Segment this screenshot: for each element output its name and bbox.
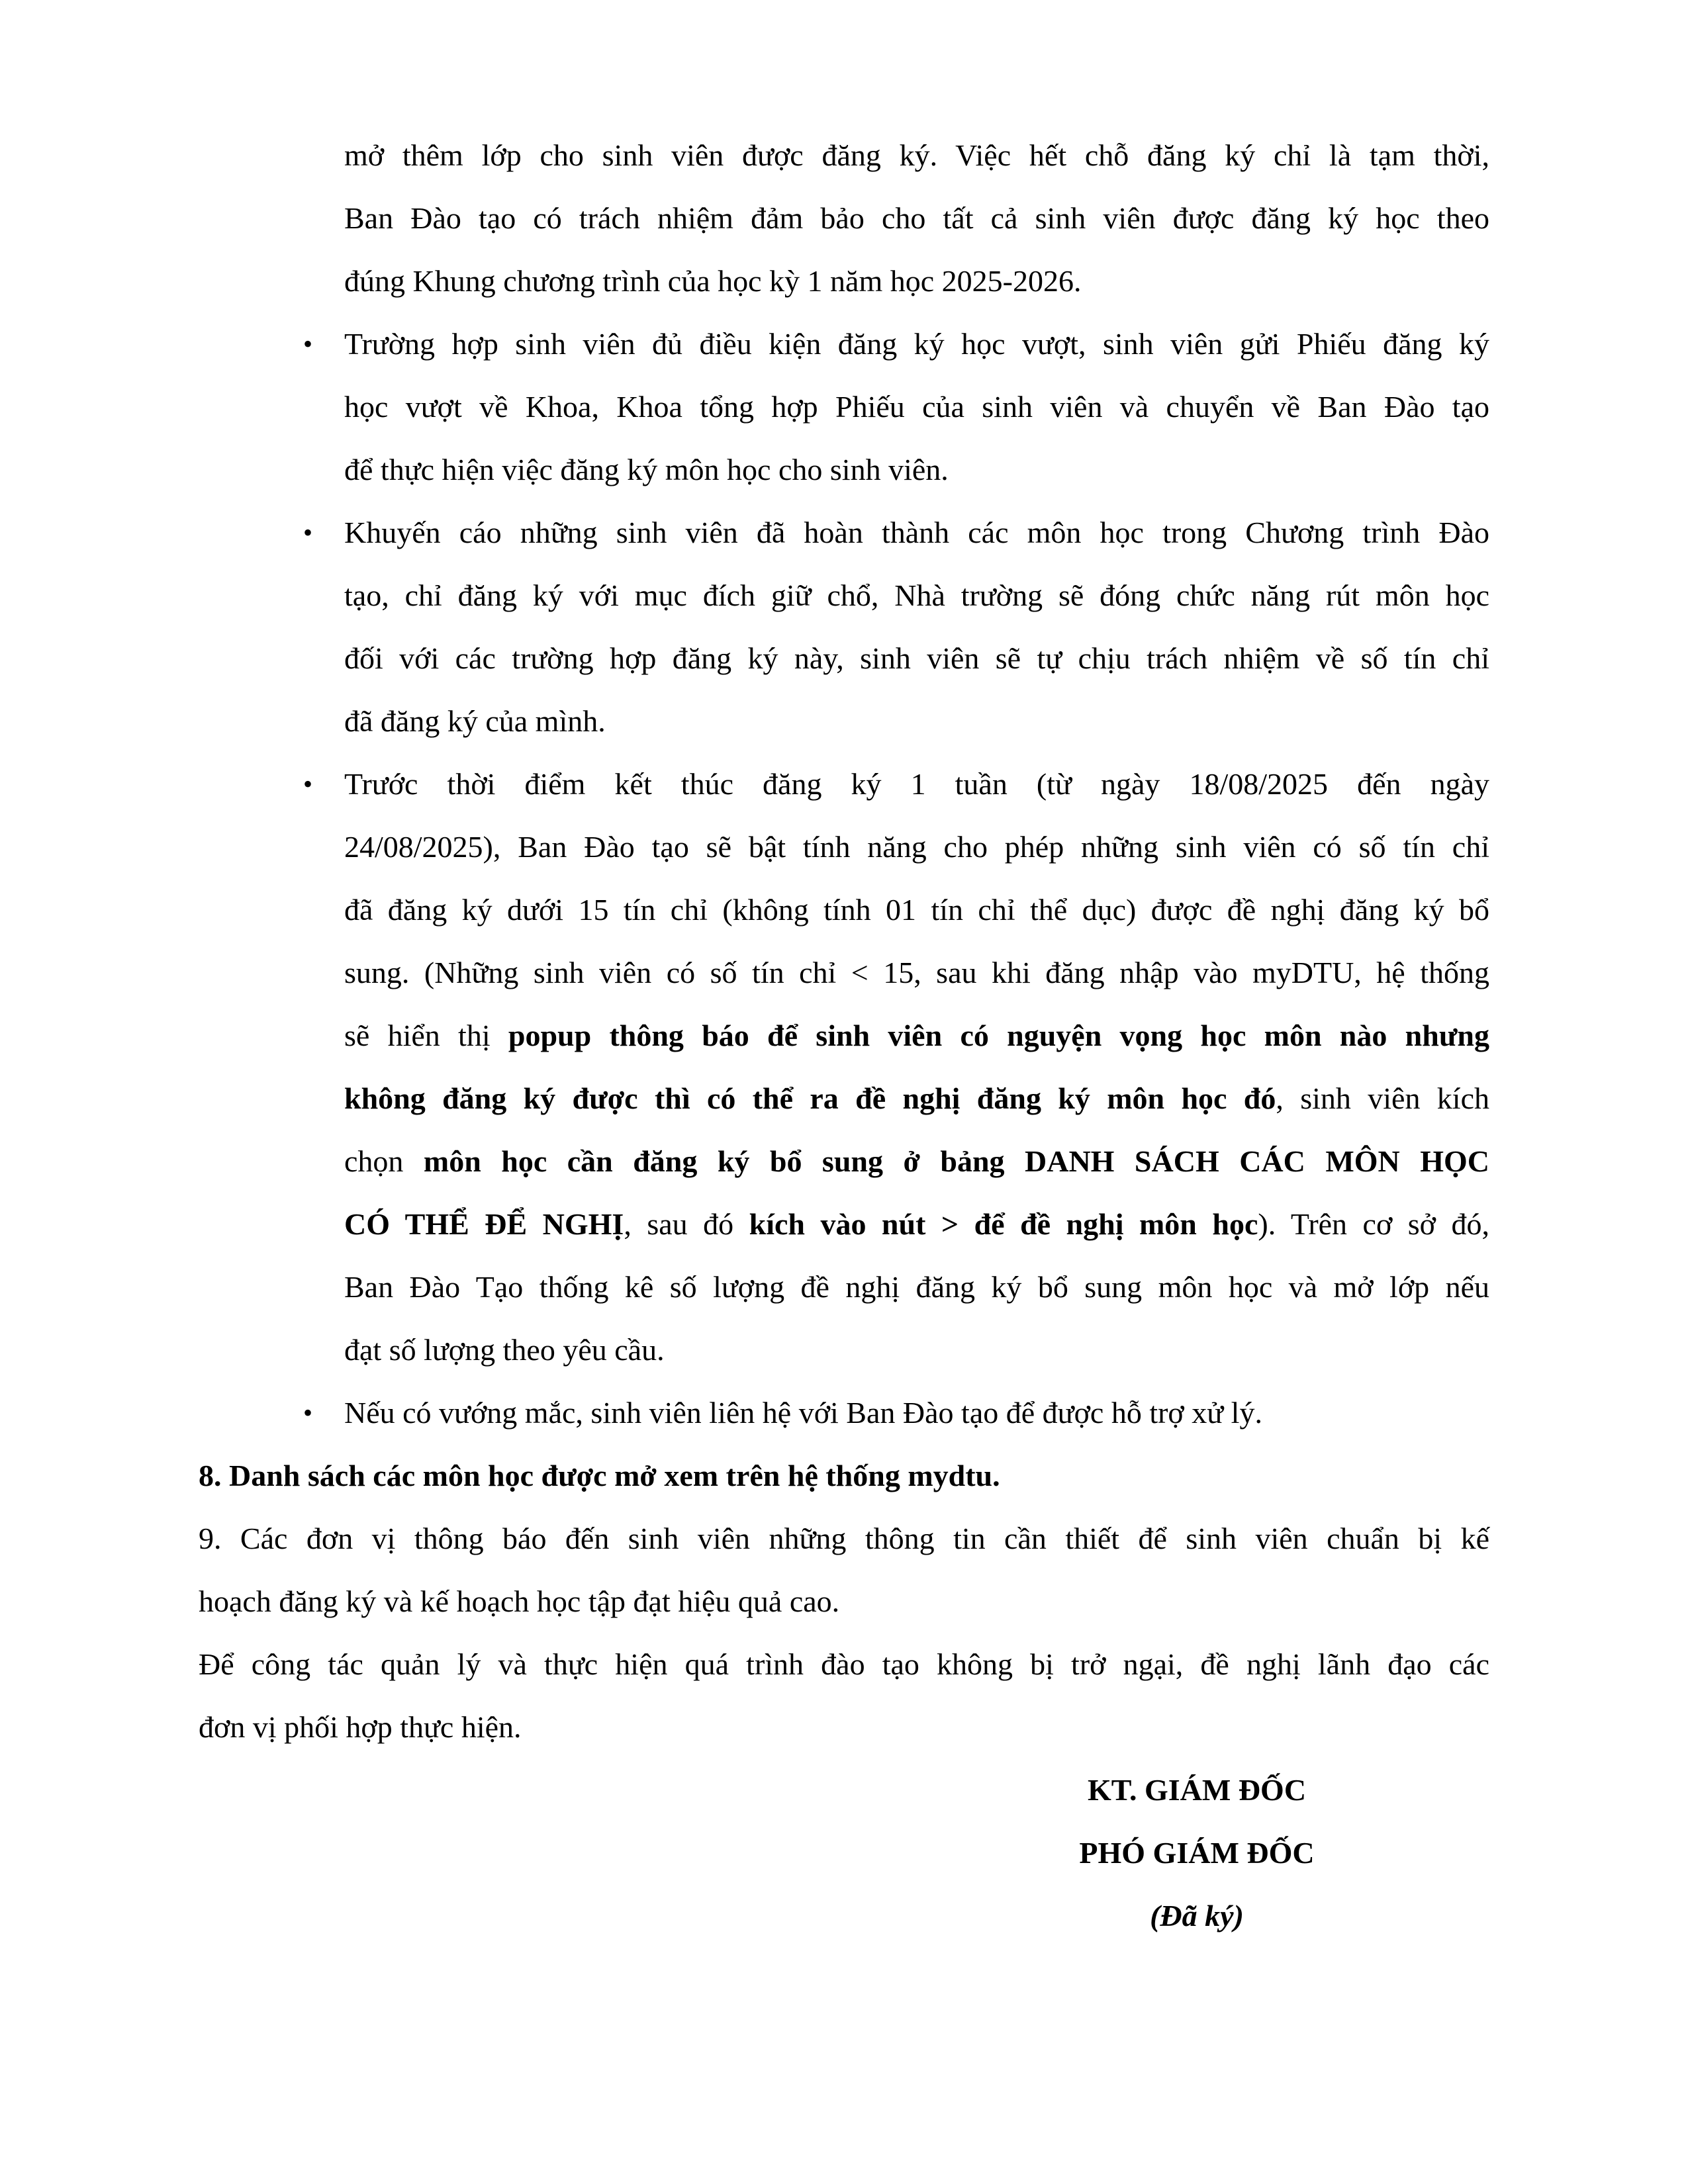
- paragraph: [344, 124, 1489, 312]
- document-line: [344, 815, 1489, 878]
- document-line: [199, 1570, 1489, 1633]
- bold-text-segment: môn học cần đăng ký bổ sung ở bảng DANH SÁCH CÁC MÔN HỌC: [423, 1144, 1489, 1178]
- paragraph: [199, 1507, 1489, 1633]
- text-segment: đúng Khung chương trình của học kỳ 1 năm học 2025-2026.: [344, 264, 1082, 298]
- bold-text-segment: không đăng ký được thì có thể ra đề nghị đăng ký môn học đó: [344, 1081, 1276, 1115]
- document-line: [344, 250, 1489, 312]
- text-segment: 24/08/2025), Ban Đào tạo sẽ bật tính năng cho phép những sinh viên có số tín chỉ: [344, 830, 1489, 864]
- text-segment: Ban Đào tạo có trách nhiệm đảm bảo cho tất cả sinh viên được đăng ký học theo: [344, 201, 1489, 235]
- text-segment: Nếu có vướng mắc, sinh viên liên hệ với Ban Đào tạo để được hỗ trợ xử lý.: [344, 1396, 1262, 1430]
- bold-text-segment: popup thông báo để sinh viên có nguyện vọng học môn nào nhưng: [508, 1019, 1490, 1052]
- text-segment: đạt số lượng theo yêu cầu.: [344, 1333, 665, 1367]
- document-line: [199, 1633, 1489, 1696]
- bullet-marker: •: [303, 769, 313, 799]
- document-body: [199, 124, 1489, 1758]
- text-segment: ). Trên cơ sở đó,: [1258, 1207, 1489, 1241]
- text-segment: để thực hiện việc đăng ký môn học cho sinh viên.: [344, 453, 949, 486]
- bullet-item: [303, 312, 1489, 501]
- bullet-marker: •: [303, 518, 313, 547]
- document-line: [344, 1130, 1489, 1193]
- document-line: [344, 1381, 1489, 1444]
- document-line: [344, 1067, 1489, 1130]
- document-line: [344, 438, 1489, 501]
- bold-text-segment: CÓ THỂ ĐỂ NGHỊ: [344, 1207, 624, 1241]
- document-line: [344, 312, 1489, 375]
- document-line: [344, 564, 1489, 627]
- paragraph: [199, 1633, 1489, 1758]
- document-line: [344, 1255, 1489, 1318]
- document-line: [344, 690, 1489, 752]
- text-segment: đối với các trường hợp đăng ký này, sinh viên sẽ tự chịu trách nhiệm về số tín chỉ: [344, 641, 1489, 675]
- document-line: [199, 1696, 1489, 1758]
- text-segment: Để công tác quản lý và thực hiện quá trình đào tạo không bị trở ngại, đề nghị lãnh đạo các: [199, 1647, 1489, 1681]
- text-segment: mở thêm lớp cho sinh viên được đăng ký. Việc hết chỗ đăng ký chỉ là tạm thời,: [344, 138, 1489, 172]
- bullet-item: [303, 1381, 1489, 1444]
- document-line: [344, 375, 1489, 438]
- document-line: [344, 1193, 1489, 1255]
- document-line: [344, 752, 1489, 815]
- document-line: [344, 627, 1489, 690]
- text-segment: tạo, chỉ đăng ký với mục đích giữ chổ, Nhà trường sẽ đóng chức năng rút môn học: [344, 578, 1489, 612]
- bullet-marker: •: [303, 329, 313, 359]
- signature-title-deputy: PHÓ GIÁM ĐỐC: [1079, 1836, 1315, 1870]
- signature-block: [866, 1758, 1528, 1947]
- document-line: [199, 1444, 1489, 1507]
- paragraph: [199, 1444, 1489, 1507]
- text-segment: đã đăng ký dưới 15 tín chỉ (không tính 01 tín chỉ thể dục) được đề nghị đăng ký bổ: [344, 893, 1489, 927]
- document-content: [199, 124, 1489, 1947]
- text-segment: 9. Các đơn vị thông báo đến sinh viên những thông tin cần thiết để sinh viên chuẩn bị kế: [199, 1522, 1489, 1555]
- text-segment: đơn vị phối hợp thực hiện.: [199, 1710, 522, 1744]
- document-line: [344, 501, 1489, 564]
- bold-text-segment: 8. Danh sách các môn học được mở xem trên hệ thống mydtu.: [199, 1459, 1000, 1492]
- text-segment: hoạch đăng ký và kế hoạch học tập đạt hiệu quả cao.: [199, 1584, 840, 1618]
- text-segment: đã đăng ký của mình.: [344, 704, 606, 738]
- text-segment: chọn: [344, 1144, 424, 1178]
- text-segment: Ban Đào Tạo thống kê số lượng đề nghị đăng ký bổ sung môn học và mở lớp nếu: [344, 1270, 1489, 1304]
- text-segment: Trước thời điểm kết thúc đăng ký 1 tuần (từ ngày 18/08/2025 đến ngày: [344, 767, 1489, 801]
- bullet-item: [303, 501, 1489, 752]
- document-line: [344, 1004, 1489, 1067]
- text-segment: Khuyến cáo những sinh viên đã hoàn thành các môn học trong Chương trình Đào: [344, 516, 1489, 549]
- text-segment: sẽ hiển thị: [344, 1019, 508, 1052]
- text-segment: , sinh viên kích: [1276, 1081, 1489, 1115]
- document-line: [344, 941, 1489, 1004]
- document-line: [344, 187, 1489, 250]
- document-line: [344, 124, 1489, 187]
- text-segment: , sau đó: [624, 1207, 749, 1241]
- document-line: [344, 1318, 1489, 1381]
- document-line: [344, 878, 1489, 941]
- document-line: [199, 1507, 1489, 1570]
- text-segment: học vượt về Khoa, Khoa tổng hợp Phiếu của sinh viên và chuyển về Ban Đào tạo: [344, 390, 1489, 424]
- text-segment: Trường hợp sinh viên đủ điều kiện đăng ký học vượt, sinh viên gửi Phiếu đăng ký: [344, 327, 1489, 361]
- bold-text-segment: kích vào nút > để đề nghị môn học: [749, 1207, 1258, 1241]
- signature-signed-note: (Đã ký): [1150, 1899, 1244, 1933]
- text-segment: sung. (Những sinh viên có số tín chỉ < 15, sau khi đăng nhập vào myDTU, hệ thống: [344, 956, 1489, 989]
- bullet-marker: •: [303, 1398, 313, 1428]
- signature-authority-kt: KT. GIÁM ĐỐC: [1087, 1773, 1307, 1807]
- bullet-item: [303, 752, 1490, 1381]
